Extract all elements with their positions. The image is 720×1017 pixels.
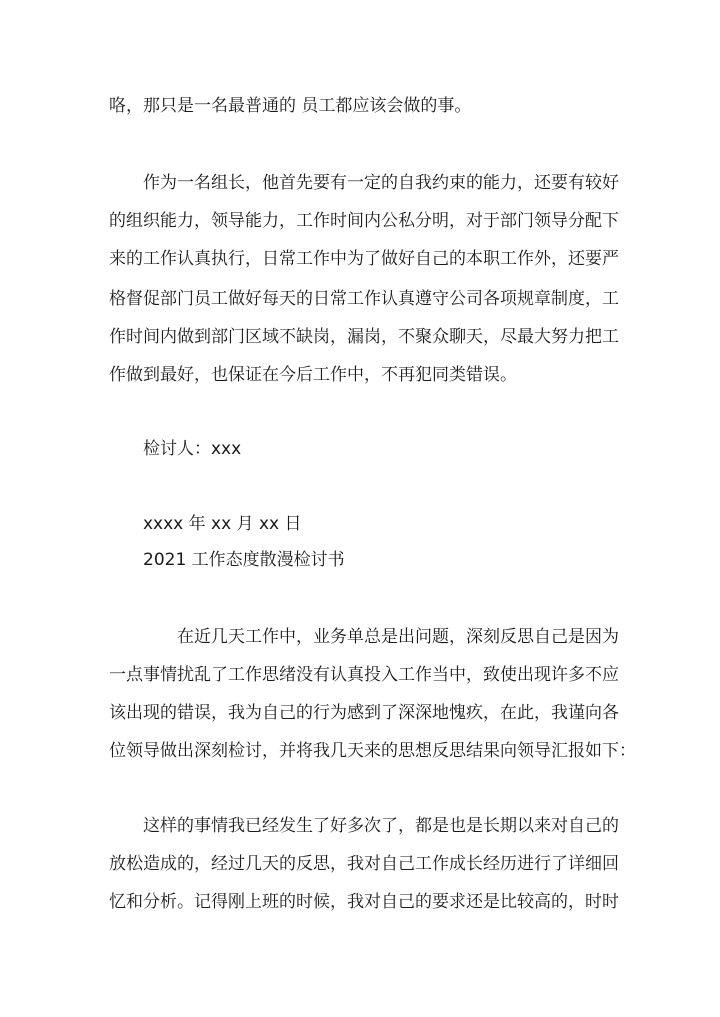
date: xxxx 年 xx 月 xx 日 <box>143 514 302 534</box>
paragraph-line: 忆和分析。记得刚上班的时候，我对自己的要求还是比较高的，时时 <box>109 892 619 912</box>
paragraph-line: 作时间内做到部门区域不缺岗，漏岗，不聚众聊天，尽最大努力把工 <box>109 327 619 347</box>
paragraph-line: 该出现的错误，我为自己的行为感到了深深地愧疚，在此，我谨向各 <box>109 703 619 723</box>
paragraph-line: 在近几天工作中，业务单总是出问题，深刻反思自己是因为 <box>177 627 619 647</box>
document-title: 2021 工作态度散漫检讨书 <box>143 550 345 570</box>
paragraph-line: 作做到最好，也保证在今后工作中，不再犯同类错误。 <box>109 365 517 385</box>
paragraph-line: 的组织能力，领导能力，工作时间内公私分明，对于部门领导分配下 <box>109 211 619 231</box>
paragraph-line: 咯，那只是一名最普通的 员工都应该会做的事。 <box>109 96 472 116</box>
paragraph-line: 放松造成的，经过几天的反思，我对自己工作成长经历进行了详细回 <box>109 854 619 874</box>
paragraph-line: 位领导做出深刻检讨，并将我几天来的思想反思结果向领导汇报如下： <box>109 741 636 761</box>
signature: 检讨人：xxx <box>143 439 242 459</box>
paragraph-line: 这样的事情我已经发生了好多次了，都是也是长期以来对自己的 <box>143 816 619 836</box>
paragraph-line: 一点事情扰乱了工作思绪没有认真投入工作当中，致使出现许多不应 <box>109 665 619 685</box>
paragraph-line: 格督促部门员工做好每天的日常工作认真遵守公司各项规章制度，工 <box>109 289 619 309</box>
paragraph-line: 作为一名组长，他首先要有一定的自我约束的能力，还要有较好 <box>143 173 619 193</box>
paragraph-line: 来的工作认真执行，日常工作中为了做好自己的本职工作外，还要严 <box>109 249 619 269</box>
